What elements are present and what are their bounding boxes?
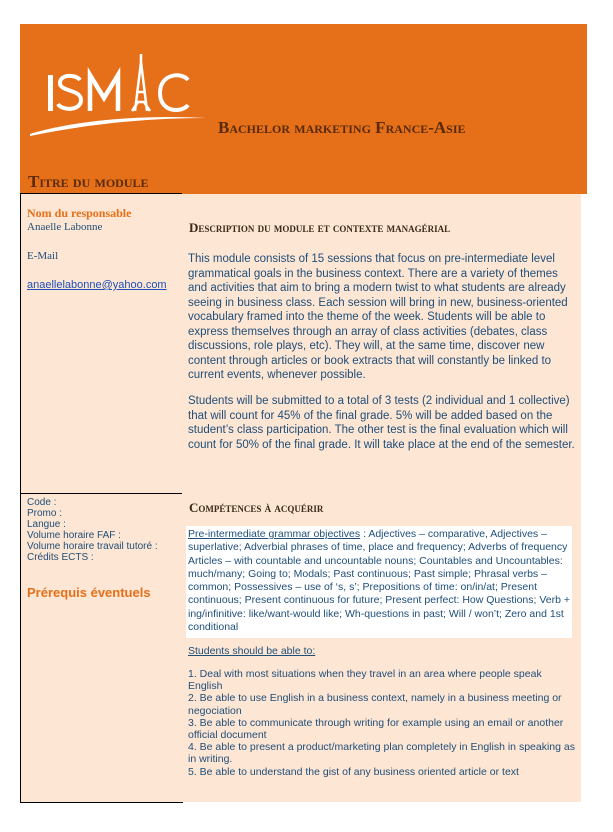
prerequisites-label: Prérequis éventuels <box>27 585 151 600</box>
email-link[interactable]: anaellelabonne@yahoo.com <box>27 279 167 291</box>
responsible-label: Nom du responsable <box>27 206 132 220</box>
module-title: Titre du module <box>28 172 149 191</box>
meta-credits: Crédits ECTS : <box>27 552 94 563</box>
program-title: Bachelor marketing France-Asie <box>218 118 466 137</box>
responsible-name: Anaelle Labonne <box>27 221 103 233</box>
meta-promo: Promo : <box>27 508 63 519</box>
grammar-objectives <box>188 528 572 634</box>
divider <box>20 493 182 494</box>
list-item: 4. Be able to present a product/marketing plan completely in English in speaking as in writing. <box>188 741 575 766</box>
skills-list <box>188 668 578 778</box>
eiffel-tower-icon <box>28 52 208 142</box>
email-label: E-Mail <box>27 250 59 262</box>
meta-volume-faf: Volume horaire FAF : <box>27 530 121 541</box>
module-meta <box>27 497 158 563</box>
description-paragraph-2: Students will be submitted to a total of 3 tests (2 individual and 1 collective) that will count for 45% of the final grade. 5% will be added based on the student’s class participation. The other test is the final evaluation which will count for 50% of the final grade. It will take place at the end of the semester. <box>188 395 575 451</box>
meta-volume-tutore: Volume horaire travail tutoré : <box>27 541 158 552</box>
list-item: 3. Be able to communicate through writing for example using an email or another official document <box>188 716 564 742</box>
list-item: 1. Deal with most situations when they travel in an area where people speak English <box>188 668 542 693</box>
meta-code: Code : <box>27 497 57 508</box>
description-paragraph-1: This module consists of 15 sessions that focus on pre-intermediate level grammatical goals in the business context. There are a variety of themes and activities that aim to bring a modern twist to what students are already seeing in business class. Each session will bring in new, business-oriented vocabulary framed into the theme of the week. Students will be able to express themselves through an array of class activities (debates, class discussions, role plays, etc). They will, at the same time, discover new content through articles or book extracts that will constantly be linked to current events, whenever possible. <box>188 253 568 381</box>
competences-title: Compétences à acquérir <box>189 500 324 515</box>
list-item: 5. Be able to understand the gist of any business oriented article or text <box>188 765 519 778</box>
grammar-heading: Pre-intermediate grammar objectives <box>188 528 361 540</box>
able-heading: Students should be able to: <box>188 645 316 657</box>
meta-langue: Langue : <box>27 519 66 530</box>
ismac-logo <box>28 52 208 142</box>
list-item: 2. Be able to use English in a business context, namely in a business meeting or negociation <box>188 692 562 717</box>
description-title: Description du module et contexte managérial <box>189 220 451 235</box>
grammar-list: : Adjectives – comparative, Adjectives – superlative; Adverbial phrases of time, place and frequency; Adverbs of frequency Articles – with countable and uncountable nouns; Countables and Uncountables: much/many; Going to; Modals; Past continuous; Past simple; Phrasal verbs – common; Possessives – use of ‘s, s’; Prepositions of time: on/in/at; Present continuous; Present continuous for future; Present perfect: How Questions; Verb + ing/infinitive: like/want-would like; Wh-questions in past; Will / won’t; Zero and 1st conditional <box>188 528 571 634</box>
